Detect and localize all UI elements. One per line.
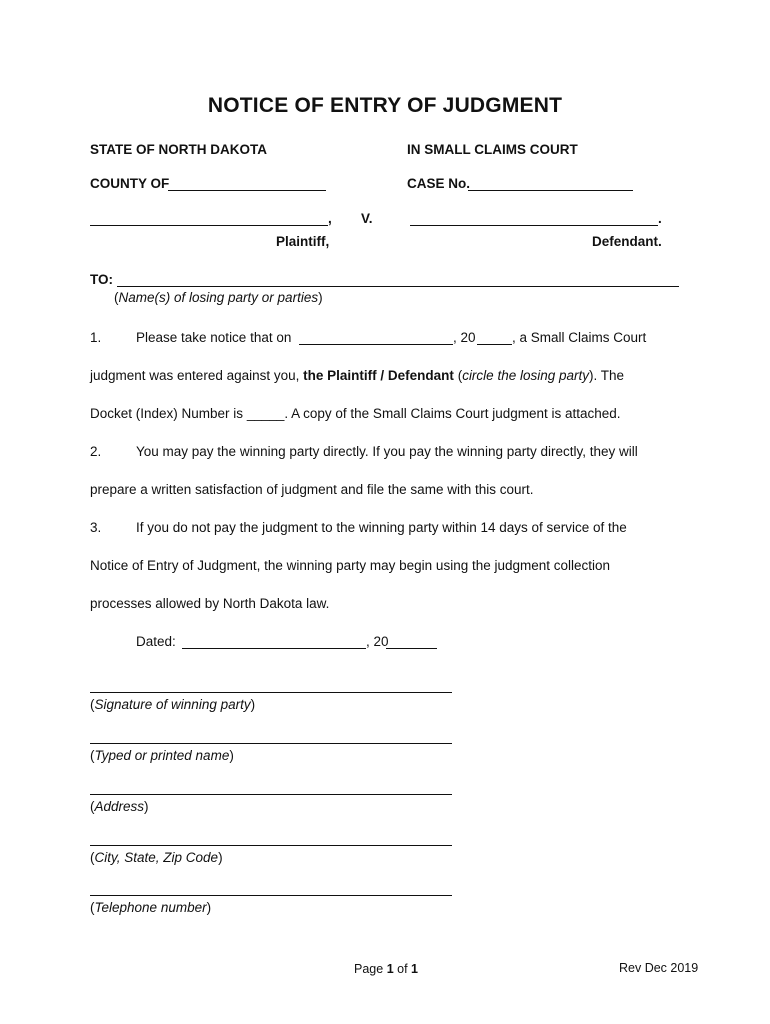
court-label: IN SMALL CLAIMS COURT (407, 142, 578, 157)
state-label: STATE OF NORTH DAKOTA (90, 142, 267, 157)
losing-party-field[interactable] (117, 286, 679, 287)
plaintiff-name-field[interactable] (90, 225, 328, 226)
paragraph-1-number: 1. (90, 330, 102, 345)
plaintiff-comma: , (328, 211, 332, 226)
judgment-year-field[interactable] (477, 344, 512, 345)
paragraph-1-text-a: Please take notice that on (136, 330, 292, 345)
printed-name-label: (Typed or printed name) (90, 748, 234, 763)
paragraph-1-line-3: Docket (Index) Number is _____. A copy of the Small Claims Court judgment is attached. (90, 406, 621, 421)
dated-date-field[interactable] (182, 648, 366, 649)
paragraph-1-line-2: judgment was entered against you, the Plaintiff / Defendant (circle the losing party). The (90, 368, 625, 383)
plaintiff-label: Plaintiff, (276, 234, 330, 249)
paragraph-1-text-b: , 20 (453, 330, 476, 345)
paragraph-3-line-3: processes allowed by North Dakota law. (90, 596, 330, 611)
paragraph-3-number: 3. (90, 520, 102, 535)
dated-label: Dated: (136, 634, 176, 649)
dated-year-prefix: , 20 (366, 634, 389, 649)
county-label: COUNTY OF (90, 176, 170, 191)
case-number-label: CASE No. (407, 176, 471, 191)
telephone-field[interactable] (90, 895, 452, 896)
city-state-zip-label: (City, State, Zip Code) (90, 850, 223, 865)
paragraph-2-line-1: You may pay the winning party directly. If you pay the winning party directly, they will (136, 444, 638, 459)
case-number-field[interactable] (468, 190, 633, 191)
judgment-date-field[interactable] (299, 344, 453, 345)
address-field[interactable] (90, 794, 452, 795)
printed-name-field[interactable] (90, 743, 452, 744)
defendant-name-field[interactable] (410, 225, 658, 226)
paragraph-2-line-2: prepare a written satisfaction of judgment and file the same with this court. (90, 482, 534, 497)
defendant-period: . (658, 211, 662, 226)
paragraph-1-text-c: , a Small Claims Court (512, 330, 647, 345)
revision-date: Rev Dec 2019 (619, 961, 699, 975)
document-title: NOTICE OF ENTRY OF JUDGMENT (207, 94, 563, 117)
county-field[interactable] (168, 190, 326, 191)
city-state-zip-field[interactable] (90, 845, 452, 846)
telephone-label: (Telephone number) (90, 900, 212, 915)
losing-party-hint: (Name(s) of losing party or parties) (114, 290, 323, 305)
docket-number-field[interactable]: _____ (246, 406, 285, 421)
dated-year-field[interactable] (386, 648, 437, 649)
signature-label: (Signature of winning party) (90, 697, 256, 712)
address-label: (Address) (90, 799, 149, 814)
signature-field[interactable] (90, 692, 452, 693)
versus-label: V. (361, 211, 373, 226)
paragraph-3-line-1: If you do not pay the judgment to the winning party within 14 days of service of the (136, 520, 627, 535)
to-label: TO: (90, 272, 113, 287)
defendant-label: Defendant. (592, 234, 662, 249)
paragraph-2-number: 2. (90, 444, 102, 459)
paragraph-3-line-2: Notice of Entry of Judgment, the winning party may begin using the judgment collection (90, 558, 611, 573)
page-indicator: Page 1 of 1 (354, 962, 418, 976)
